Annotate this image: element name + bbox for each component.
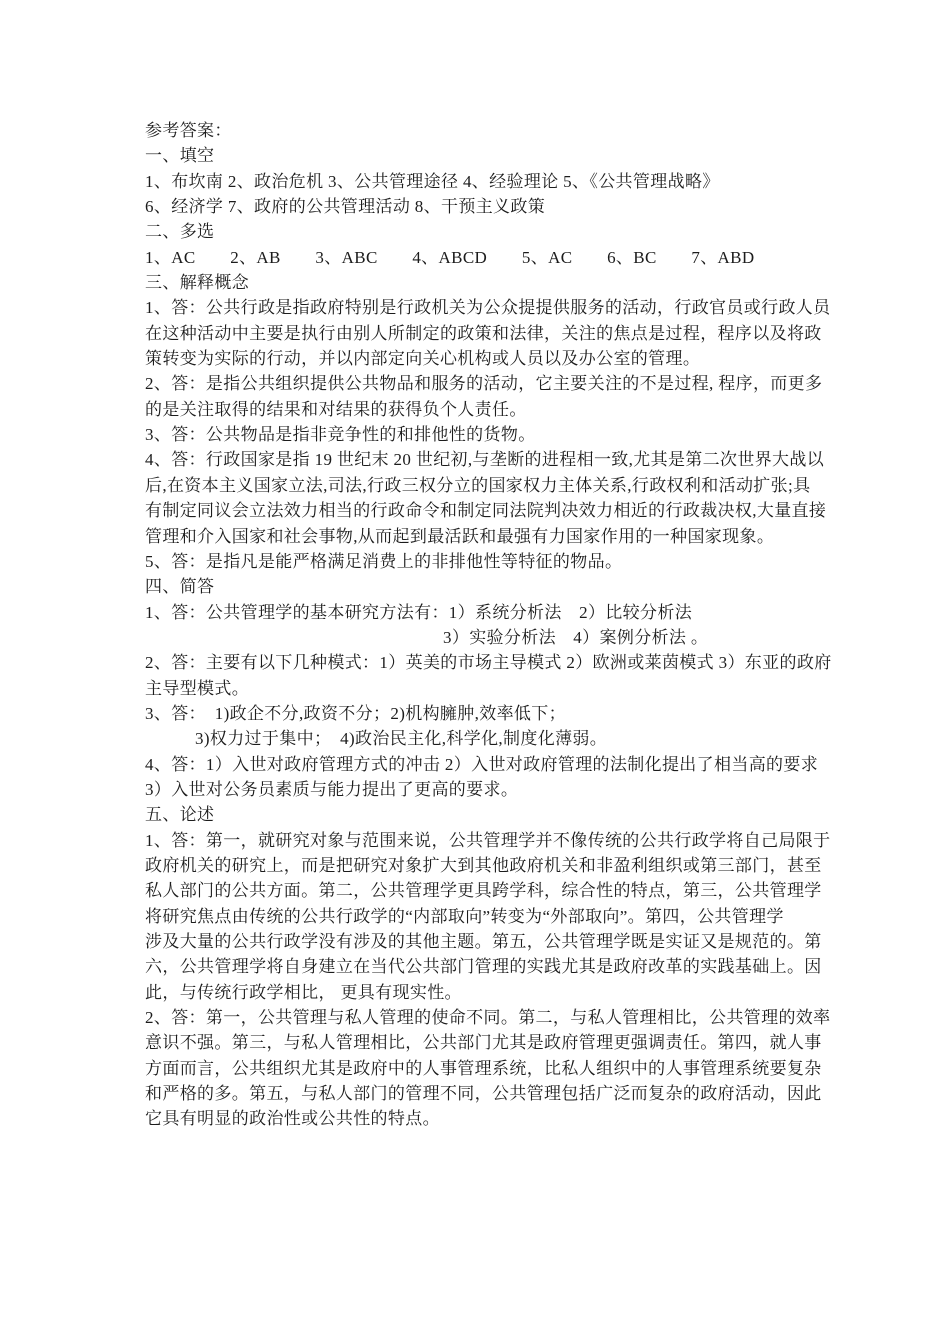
document-line: 六，公共管理学将自身建立在当代公共部门管理的实践尤其是政府改革的实践基础上。因	[145, 957, 822, 977]
document-line: 将研究焦点由传统的公共行政学的“内部取向”转变为“外部取向”。第四，公共管理学	[145, 906, 784, 926]
document-line: 5、答：是指凡是能严格满足消费上的非排他性等特征的物品。	[145, 551, 623, 571]
document-line: 1、答：第一，就研究对象与范围来说，公共管理学并不像传统的公共行政学将自己局限于	[145, 830, 831, 850]
document-line: 1、答：公共行政是指政府特别是行政机关为公众提提供服务的活动，行政官员或行政人员	[145, 298, 831, 318]
document-line: 后,在资本主义国家立法,司法,行政三权分立的国家权力主体关系,行政权利和活动扩张;具	[145, 475, 811, 495]
document-line: 2、答：主要有以下几种模式：1）英美的市场主导模式 2）欧洲或莱茵模式 3）东亚的政府	[145, 653, 832, 673]
section-heading: 一、填空	[145, 146, 215, 166]
document-line: 和严格的多。第五，与私人部门的管理不同，公共管理包括广泛而复杂的政府活动，因此	[145, 1084, 822, 1104]
section-heading: 三、解释概念	[145, 273, 250, 293]
document-line: 涉及大量的公共行政学没有涉及的其他主题。第五，公共管理学既是实证又是规范的。第	[145, 932, 822, 951]
document-line: 1、布坎南 2、政治危机 3、公共管理途径 4、经验理论 5、《公共管理战略》	[145, 171, 720, 191]
document-line: 在这种活动中主要是执行由别人所制定的政策和法律，关注的焦点是过程，程序以及将政	[145, 323, 822, 343]
document-line: 3）实验分析法 4）案例分析法 。	[443, 627, 709, 647]
document-line: 此，与传统行政学相比， 更具有现实性。	[145, 982, 462, 1002]
document-line: 主导型模式。	[145, 678, 250, 698]
document-line: 的是关注取得的结果和对结果的获得负个人责任。	[145, 399, 527, 419]
document-line: 3、答： 1)政企不分,政资不分；2)机构臃肿,效率低下；	[145, 703, 566, 723]
document-line: 3）入世对公务员素质与能力提出了更高的要求。	[145, 779, 519, 799]
document-content	[145, 118, 865, 1132]
document-line: 它具有明显的政治性或公共性的特点。	[145, 1109, 440, 1129]
document-line: 2、答：是指公共组织提供公共物品和服务的活动，它主要关注的不是过程, 程序，而更多	[145, 374, 823, 394]
document-line: 私人部门的公共方面。第二，公共管理学更具跨学科，综合性的特点，第三，公共管理学	[145, 881, 822, 901]
section-heading: 四、简答	[145, 577, 215, 597]
document-line: 3、答：公共物品是指非竞争性的和排他性的货物。	[145, 425, 536, 445]
document-line: 4、答：1）入世对政府管理方式的冲击 2）入世对政府管理的法制化提出了相当高的要求	[145, 754, 819, 774]
answers-title: 参考答案：	[145, 121, 232, 140]
document-line: 策转变为实际的行动，并以内部定向关心机构或人员以及办公室的管理。	[145, 349, 701, 369]
document-line: 有制定同议会立法效力相当的行政命令和制定同法院判决效力相近的行政裁决权,大量直接	[145, 501, 827, 521]
document-line: 意识不强。第三，与私人管理相比，公共部门尤其是政府管理更强调责任。第四，就人事	[145, 1033, 822, 1053]
document-line: 管理和介入国家和社会事物,从而起到最活跃和最强有力国家作用的一种国家现象。	[145, 526, 775, 546]
document-line: 3)权力过于集中； 4)政治民主化,科学化,制度化薄弱。	[195, 729, 608, 749]
document-line: 1、答：公共管理学的基本研究方法有：1）系统分析法 2）比较分析法	[145, 602, 693, 622]
section-heading: 二、多选	[145, 222, 215, 242]
document-line: 4、答：行政国家是指 19 世纪末 20 世纪初,与垄断的进程相一致,尤其是第二次世界大战以	[145, 450, 825, 470]
document-line: 政府机关的研究上，而是把研究对象扩大到其他政府机关和非盈利组织或第三部门，甚至	[145, 855, 822, 875]
document-line: 1、AC 2、AB 3、ABC 4、ABCD 5、AC 6、BC 7、ABD	[145, 247, 755, 267]
document-line: 方面而言，公共组织尤其是政府中的人事管理系统，比私人组织中的人事管理系统要复杂	[145, 1058, 822, 1078]
document-line: 6、经济学 7、政府的公共管理活动 8、干预主义政策	[145, 197, 546, 217]
section-heading: 五、论述	[145, 805, 215, 825]
document-line: 2、答：第一，公共管理与私人管理的使命不同。第二，与私人管理相比，公共管理的效率	[145, 1008, 831, 1028]
